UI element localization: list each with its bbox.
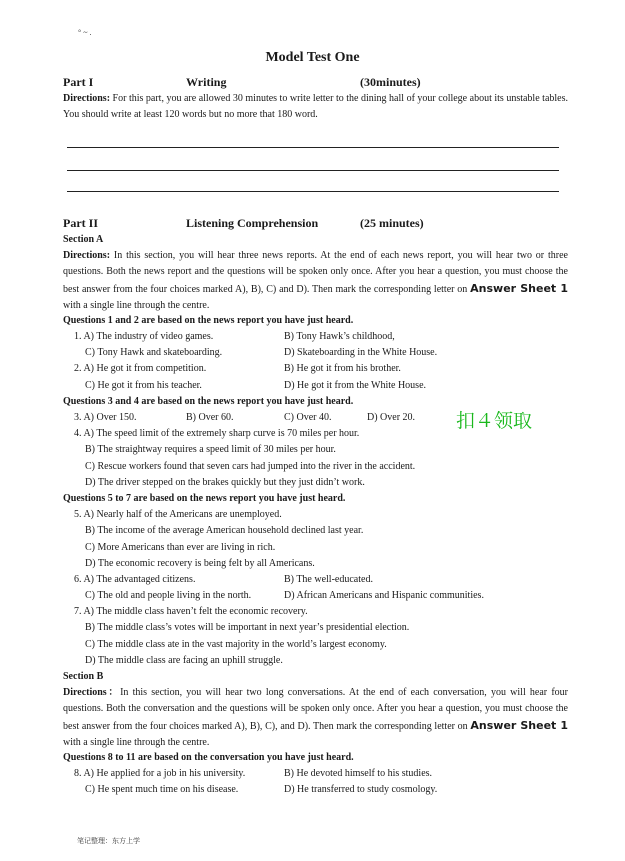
directions-label: Directions: [63,93,111,104]
directions-end: with a single line through the centre. [63,299,210,311]
q8-option-d: D) He transferred to study cosmology. [284,784,438,795]
q5-option-b: B) The income of the average American household declined last year. [85,525,364,536]
q5-option-a: 5. A) Nearly half of the Americans are unemployed. [74,509,282,520]
q1-option-a: 1. A) The industry of video games. [74,331,214,342]
question-group-heading: Questions 8 to 11 are based on the conversation you have just heard. [63,752,354,763]
q3-option-c: C) Over 40. [284,412,332,423]
part2-name: Listening Comprehension [186,216,319,230]
part1-name: Writing [186,75,227,89]
q4-option-d: D) The driver stepped on the brakes quickly but they just didn’t work. [85,477,365,488]
q2-option-d: D) He got it from the White House. [284,380,427,391]
q8-option-c: C) He spent much time on his disease. [85,784,239,795]
q6-option-b: B) The well-educated. [284,574,373,585]
question-group-heading: Questions 5 to 7 are based on the news report you have just heard. [63,493,346,504]
directions-text: In this section, you will hear three news reports. At the end of each news report, you will hear two or three questions. Both the news report and the questions will be spoken only once. After you hear a question, you must choose the best answer from the four choices marked A), B), C) and D). Then mark the corresponding letter on [63,250,568,295]
directions-end: with a single line through the centre. [63,736,210,748]
q4-option-a: 4. A) The speed limit of the extremely sharp curve is 70 miles per hour. [74,428,360,439]
q8-option-b: B) He devoted himself to his studies. [284,768,433,779]
answer-sheet-ref: Answer Sheet 1 [470,718,568,732]
writing-line [67,170,559,171]
q4-option-b: B) The straightway requires a speed limit of 30 miles per hour. [85,444,336,455]
part2-label: Part II [63,216,98,230]
q7-option-c: C) The middle class ate in the vast majority in the world’s largest economy. [85,639,387,650]
answer-sheet-ref: Answer Sheet 1 [470,281,568,295]
part1-directions [63,91,568,124]
directions-text: In this section, you will hear two long conversations. At the end of each conversation, you will hear four questions. Both the conversation and the questions will be spoken only once. After you hear a question, you must choose the best answer from the four choices marked A), B), C), and D). Then mark the corresponding letter on [63,687,568,732]
q7-option-d: D) The middle class are facing an uphill struggle. [85,655,283,666]
q5-option-c: C) More Americans than ever are living in rich. [85,542,276,553]
directions-label: Directions： [63,687,121,698]
q1-option-d: D) Skateboarding in the White House. [284,347,438,358]
q3-option-d: D) Over 20. [367,412,416,423]
q2-option-b: B) He got it from his brother. [284,363,401,374]
q7-option-a: 7. A) The middle class haven’t felt the economic recovery. [74,606,308,617]
directions-text: For this part, you are allowed 30 minutes to write letter to the dining hall of your college about its unstable tables. You should write at least 120 words but no more that 180 word. [63,93,568,121]
q1-option-c: C) Tony Hawk and skateboarding. [85,347,223,358]
directions-label: Directions: [63,250,111,261]
q8-option-a: 8. A) He applied for a job in his university. [74,768,246,779]
section-a-directions [63,248,568,314]
part2-time: (25 minutes) [360,216,424,230]
page-title: Model Test One [265,50,360,65]
q7-option-b: B) The middle class’s votes will be important in next year’s presidential election. [85,622,410,633]
section-b-label: Section B [63,671,104,682]
header-mark: ° ~ . [78,28,92,37]
q1-option-b: B) Tony Hawk’s childhood, [284,331,395,342]
q6-option-a: 6. A) The advantaged citizens. [74,574,196,585]
q2-option-a: 2. A) He got it from competition. [74,363,207,374]
part1-label: Part I [63,75,94,89]
section-a-label: Section A [63,234,104,245]
writing-line [67,191,559,192]
question-group-heading: Questions 1 and 2 are based on the news report you have just heard. [63,315,354,326]
question-group-heading: Questions 3 and 4 are based on the news report you have just heard. [63,396,354,407]
section-b-directions [63,685,568,751]
writing-line [67,147,559,148]
q6-option-d: D) African Americans and Hispanic communities. [284,590,484,601]
promo-text: 扣４领取 [456,410,533,432]
footer-note: 笔记整理：东方上学 [77,837,140,845]
q5-option-d: D) The economic recovery is being felt by all Americans. [85,558,315,569]
part1-time: (30minutes) [360,75,421,89]
q2-option-c: C) He got it from his teacher. [85,380,202,391]
q4-option-c: C) Rescue workers found that seven cars had jumped into the river in the accident. [85,461,416,472]
q3-option-b: B) Over 60. [186,412,234,423]
q6-option-c: C) The old and people living in the north. [85,590,252,601]
q3-option-a: 3. A) Over 150. [74,412,137,423]
